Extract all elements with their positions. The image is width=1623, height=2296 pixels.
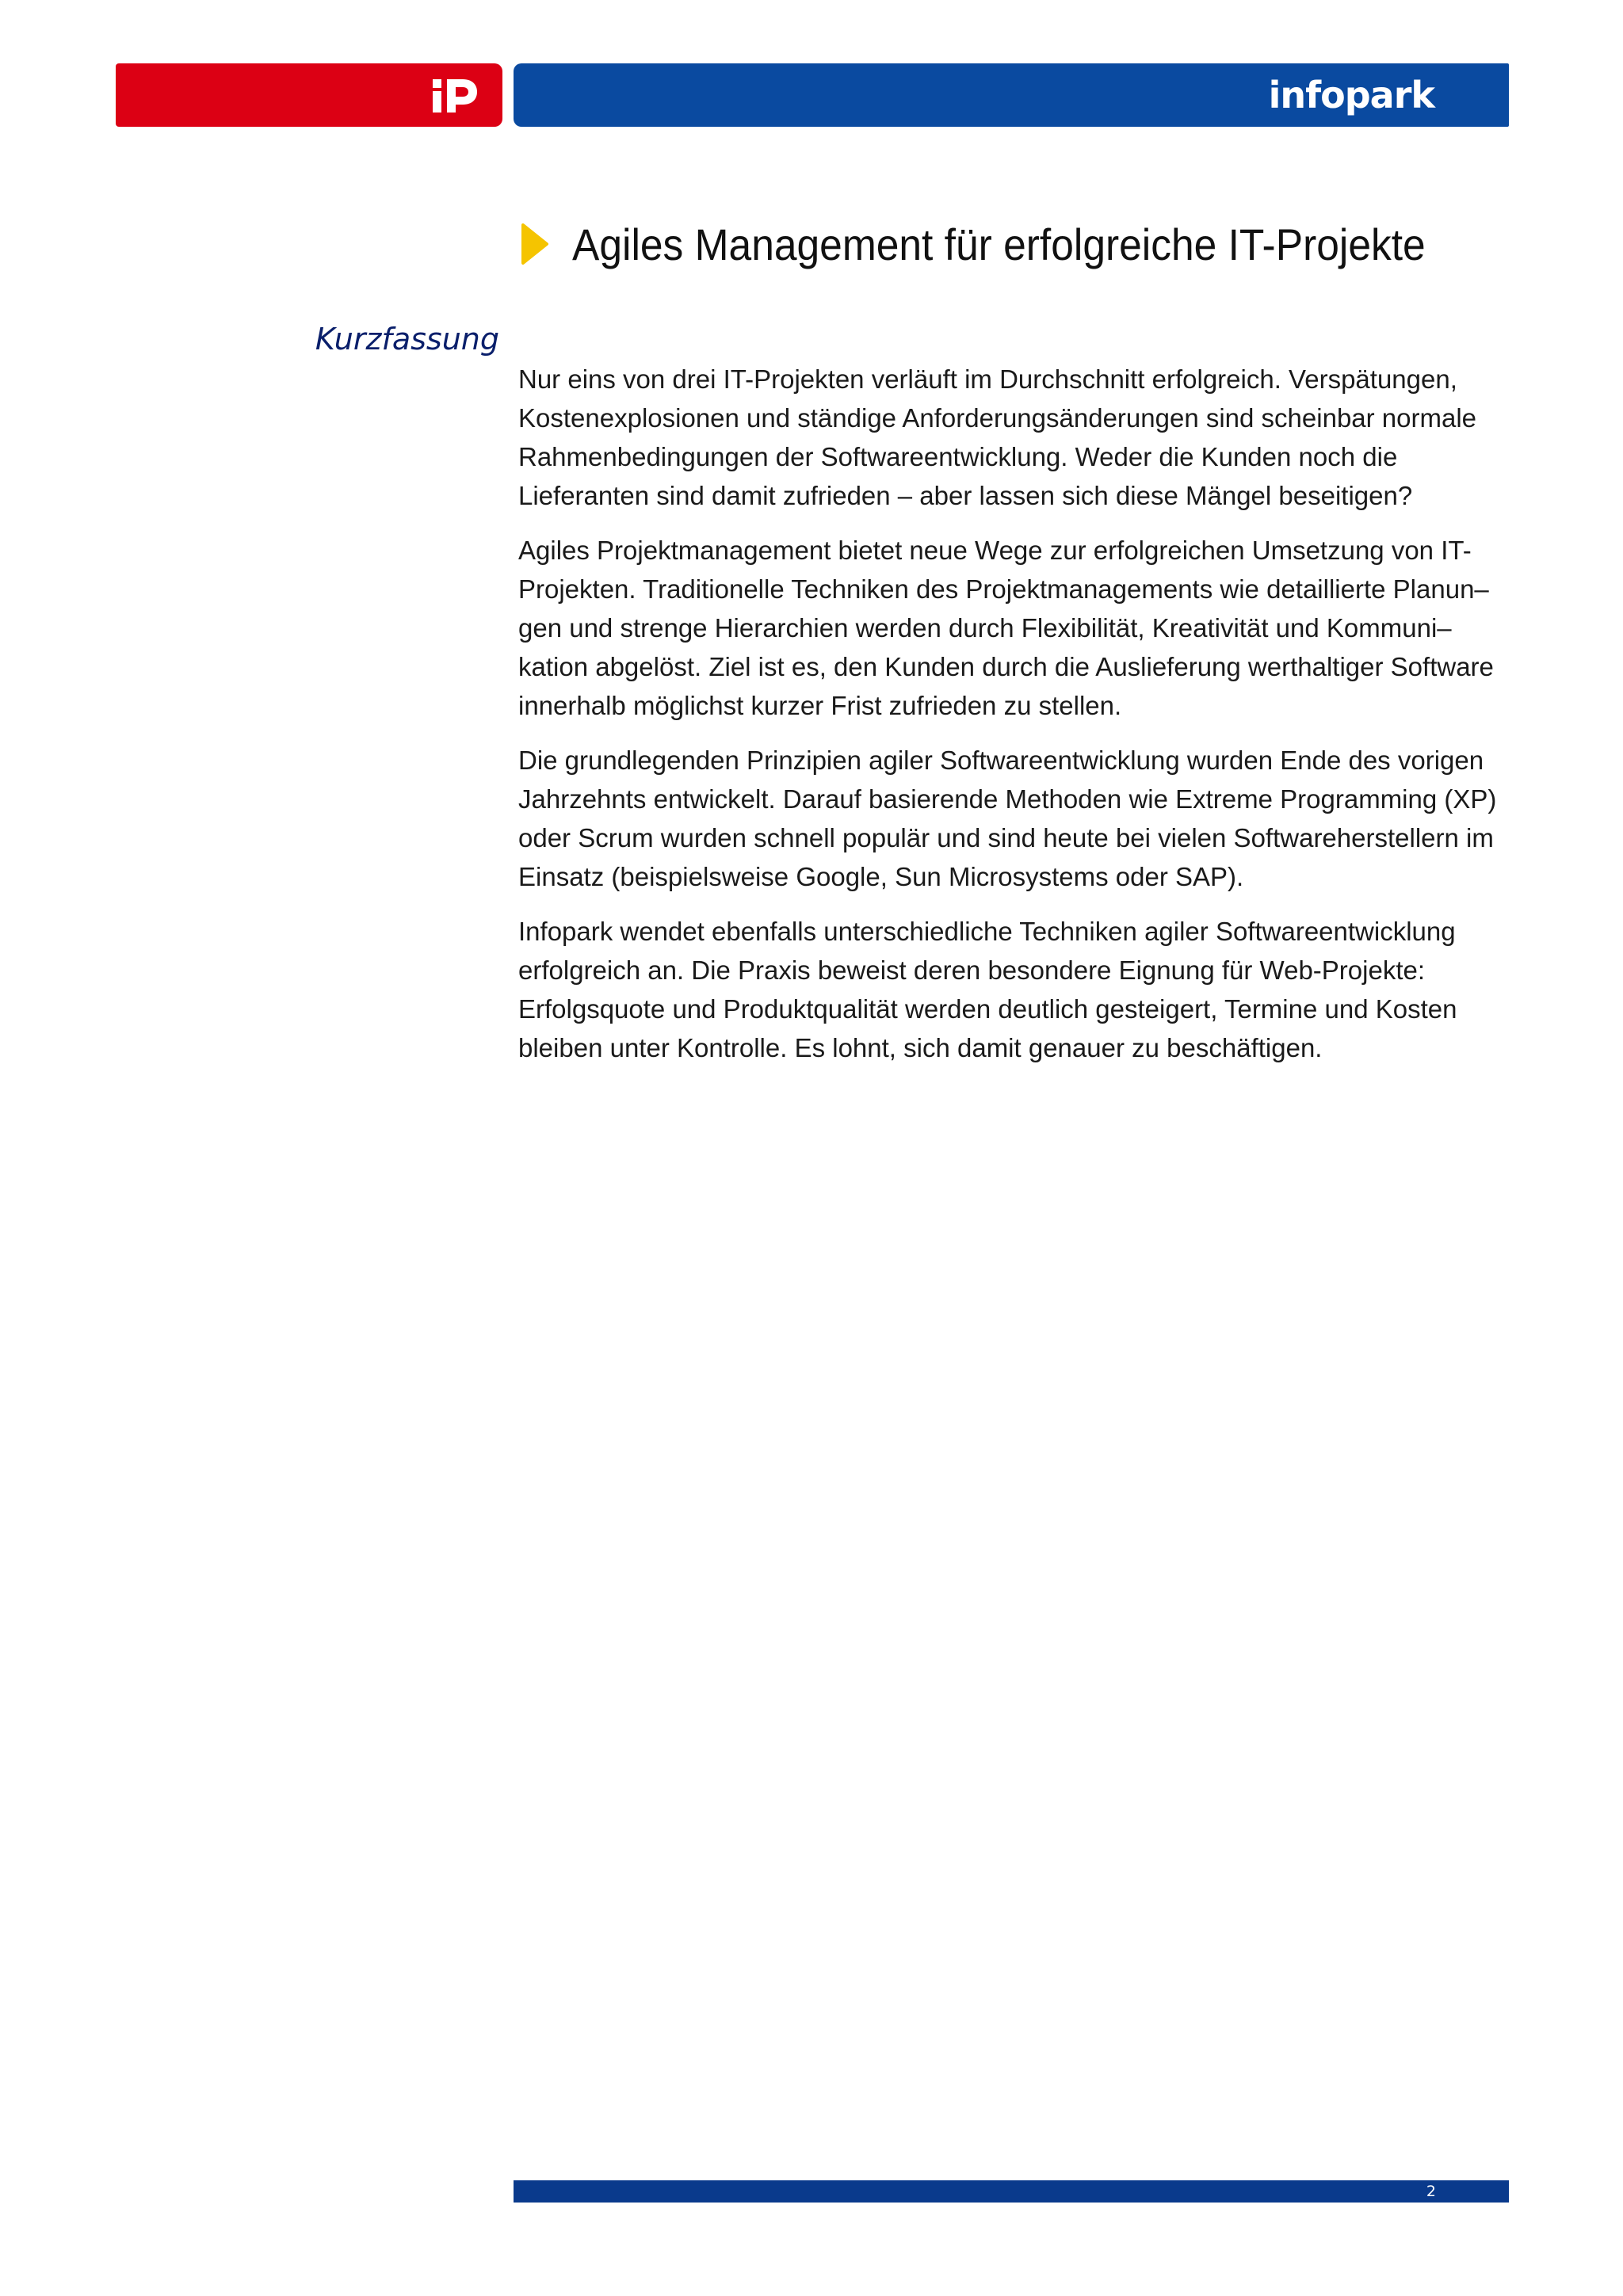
play-arrow-icon (520, 223, 548, 265)
paragraph: Die grundlegenden Prinzipien agiler Softwareentwicklung wurden Ende des vorigen Jahrzehnts entwickelt. Darauf basierende Methoden wie Extreme Programming (XP) oder Scrum wurden schnell populär und sind heute bei vielen Softwareherstellern im Einsatz (beispielsweise Google, Sun Microsystems oder SAP). (518, 746, 1497, 891)
footer-bar (514, 2180, 1509, 2203)
header-blue-bar (514, 63, 1509, 127)
body-text (518, 360, 1509, 1083)
header-red-bar (116, 63, 502, 127)
paragraph: Infopark wendet ebenfalls unterschiedliche Techniken agiler Softwareentwicklung erfolgreich an. Die Praxis beweist deren besondere Eignung für Web-Projekte: Erfolgsquote und Produktqualität werden deutlich gesteigert, Termine und Kosten bleiben unter Kontrolle. Es lohnt, sich damit genauer zu beschäftigen. (518, 917, 1457, 1062)
paragraph: Nur eins von drei IT-Projekten verläuft im Durchschnitt erfolgreich. Verspätungen, Kostenexplosionen und ständige Anforderungsänderungen sind scheinbar normale Rahmenbedingungen der Softwareentwicklung. Weder die Kunden noch die Lieferanten sind damit zufrieden – aber lassen sich diese Mängel beseitigen? (518, 364, 1477, 510)
ip-logo-icon (426, 71, 482, 119)
brand-logo-text: infopark (1268, 74, 1434, 116)
page-title: Agiles Management für erfolgreiche IT-Projekte (572, 219, 1426, 269)
page-number: 2 (1426, 2183, 1436, 2200)
paragraph: Agiles Projektmanagement bietet neue Wege zur erfolgreichen Umsetzung von IT-Projekten. Traditionelle Techniken des Projektmanagements wie detaillierte Planun–gen und strenge Hierarchien werden durch Flexibilität, Kreativität und Kommuni–kation abgelöst. Ziel ist es, den Kunden durch die Auslieferung werthaltiger Software innerhalb möglichst kurzer Frist zufrieden zu stellen. (518, 536, 1494, 720)
section-label: Kurzfassung (315, 322, 499, 357)
